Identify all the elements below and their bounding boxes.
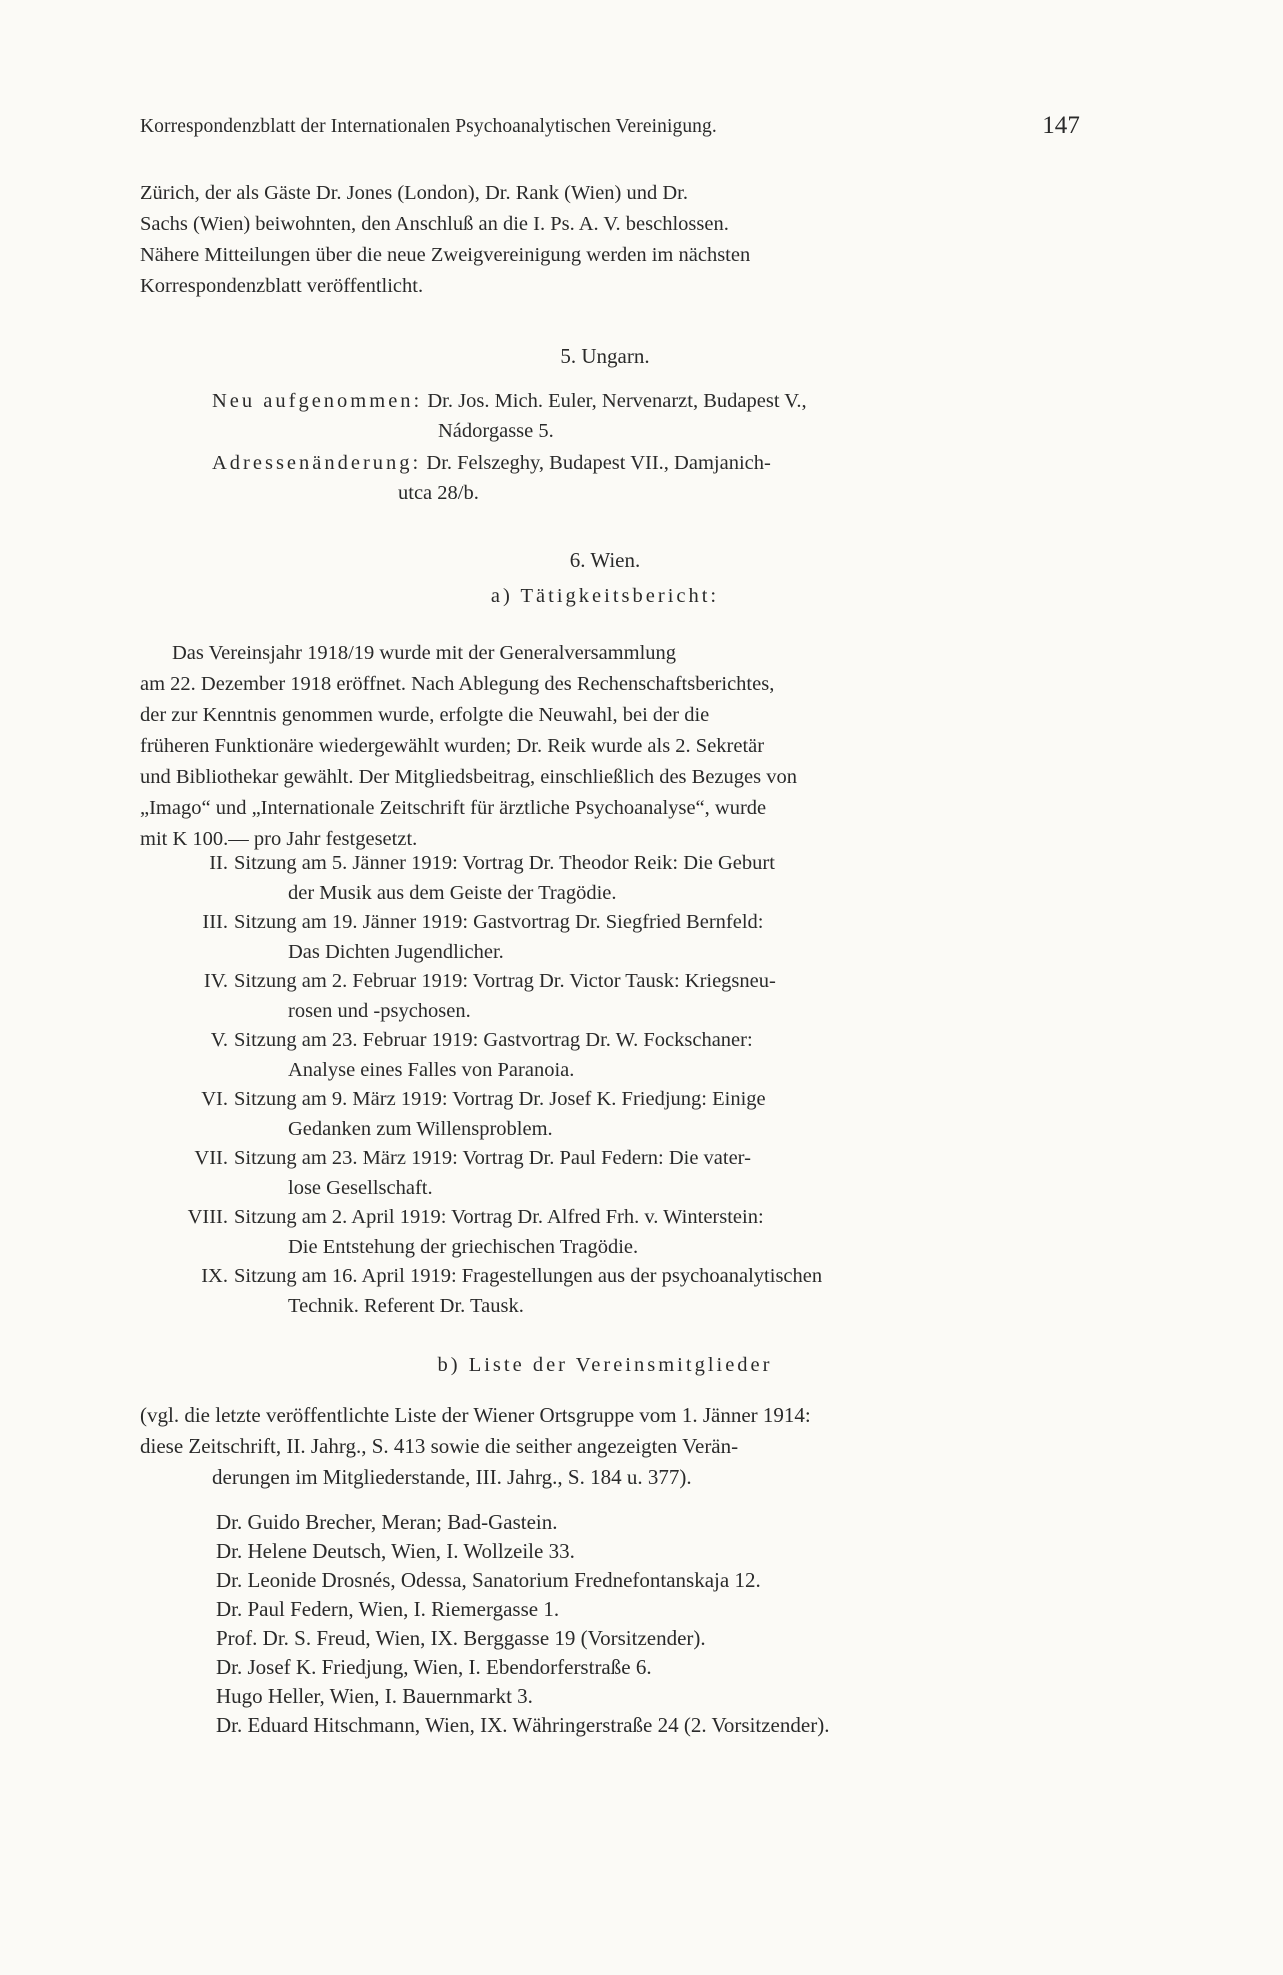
session-entry [140, 907, 1070, 967]
list-item: Hugo Heller, Wien, I. Bauernmarkt 3. [216, 1684, 533, 1708]
activity-report [172, 638, 1070, 669]
intro-paragraph [140, 178, 1070, 302]
note-line: diese Zeitschrift, II. Jahrg., S. 413 sowie die seither angezeigten Verän- [140, 1434, 739, 1458]
session-text: Sitzung am 5. Jänner 1919: Vortrag Dr. Theodor Reik: Die Geburt [234, 852, 775, 874]
session-text: Sitzung am 23. März 1919: Vortrag Dr. Paul Federn: Die vater- [234, 1147, 751, 1169]
session-entry [140, 1202, 1070, 1262]
member-list-note [140, 1400, 1070, 1493]
intro-line-2: Sachs (Wien) beiwohnten, den Anschluß an die I. Ps. A. V. beschlossen. [140, 213, 729, 235]
session-text-cont: Analyse eines Falles von Paranoia. [288, 1059, 575, 1081]
session-text-cont: der Musik aus dem Geiste der Tragödie. [288, 882, 617, 904]
session-number: IX. [201, 1265, 228, 1287]
session-number: V. [210, 1029, 228, 1051]
session-entry [140, 1025, 1070, 1085]
page-number: 147 [1042, 112, 1080, 139]
activity-report-cont [140, 669, 1070, 855]
session-number: VIII. [187, 1206, 228, 1228]
address-change-label: Adressenänderung: [212, 452, 422, 474]
address-change-entry [212, 448, 771, 508]
session-text: Sitzung am 23. Februar 1919: Gastvortrag Dr. W. Fockschaner: [234, 1029, 753, 1051]
session-text: Sitzung am 9. März 1919: Vortrag Dr. Josef K. Friedjung: Einige [234, 1088, 766, 1110]
list-item: Dr. Eduard Hitschmann, Wien, IX. Währingerstraße 24 (2. Vorsitzender). [216, 1713, 830, 1737]
running-header [140, 112, 1080, 139]
session-text-cont: Die Entstehung der griechischen Tragödie. [288, 1236, 639, 1258]
intro-line-1: Zürich, der als Gäste Dr. Jones (London), Dr. Rank (Wien) und Dr. [140, 182, 688, 204]
session-number: II. [209, 852, 228, 874]
session-text: Sitzung am 16. April 1919: Fragestellungen aus der psychoanalytischen [234, 1265, 823, 1287]
note-line: derungen im Mitgliederstande, III. Jahrg., S. 184 u. 377). [212, 1465, 692, 1489]
section-heading-ungarn: 5. Ungarn. [560, 344, 650, 368]
new-members-label: Neu aufgenommen: [212, 390, 423, 412]
session-text: Sitzung am 2. Februar 1919: Vortrag Dr. Victor Tausk: Kriegsneu- [234, 970, 776, 992]
session-entry [140, 966, 1070, 1026]
session-text: Sitzung am 19. Jänner 1919: Gastvortrag Dr. Siegfried Bernfeld: [234, 911, 764, 933]
session-number: VI. [201, 1088, 228, 1110]
session-text: Sitzung am 2. April 1919: Vortrag Dr. Alfred Frh. v. Winterstein: [234, 1206, 764, 1228]
list-item: Dr. Helene Deutsch, Wien, I. Wollzeile 33. [216, 1539, 575, 1563]
session-entry [140, 1143, 1070, 1203]
section-heading-wien: 6. Wien. [569, 548, 641, 572]
session-entry [140, 1261, 1070, 1321]
list-item: Dr. Leonide Drosnés, Odessa, Sanatorium Frednefontanskaja 12. [216, 1568, 761, 1592]
report-line: „Imago“ und „Internationale Zeitschrift für ärztliche Psychoanalyse“, wurde [140, 797, 767, 819]
session-text-cont: Technik. Referent Dr. Tausk. [288, 1295, 524, 1317]
session-text-cont: Gedanken zum Willensproblem. [288, 1118, 553, 1140]
new-members-text: Dr. Jos. Mich. Euler, Nervenarzt, Budapest V., [427, 390, 807, 412]
session-entry [140, 848, 1070, 908]
new-members-entry [212, 386, 807, 446]
list-item: Dr. Guido Brecher, Meran; Bad-Gastein. [216, 1510, 558, 1534]
subheading-activity-report: a) Tätigkeitsbericht: [490, 585, 720, 607]
address-change-text-2: utca 28/b. [398, 482, 479, 504]
report-line: mit K 100.— pro Jahr festgesetzt. [140, 828, 418, 850]
list-item: Dr. Josef K. Friedjung, Wien, I. Ebendorferstraße 6. [216, 1655, 652, 1679]
report-line: und Bibliothekar gewählt. Der Mitgliedsbeitrag, einschließlich des Bezuges von [140, 766, 797, 788]
report-line: früheren Funktionäre wiedergewählt wurden; Dr. Reik wurde als 2. Sekretär [140, 735, 765, 757]
report-line: Das Vereinsjahr 1918/19 wurde mit der Generalversammlung [172, 642, 677, 664]
member-list [216, 1508, 1076, 1740]
address-change-text: Dr. Felszeghy, Budapest VII., Damjanich- [426, 452, 771, 474]
report-line: am 22. Dezember 1918 eröffnet. Nach Ablegung des Rechenschaftsberichtes, [140, 673, 775, 695]
session-entry [140, 1084, 1070, 1144]
session-text-cont: Das Dichten Jugendlicher. [288, 941, 504, 963]
intro-line-3: Nähere Mitteilungen über die neue Zweigvereinigung werden im nächsten [140, 244, 751, 266]
list-item: Dr. Paul Federn, Wien, I. Riemergasse 1. [216, 1597, 560, 1621]
session-number: IV. [203, 970, 228, 992]
intro-line-4: Korrespondenzblatt veröffentlicht. [140, 275, 424, 297]
new-members-text-2: Nádorgasse 5. [438, 420, 554, 442]
session-text-cont: rosen und -psychosen. [288, 1000, 471, 1022]
session-number: III. [202, 911, 228, 933]
list-item: Prof. Dr. S. Freud, Wien, IX. Berggasse 19 (Vorsitzender). [216, 1626, 706, 1650]
session-text-cont: lose Gesellschaft. [288, 1177, 433, 1199]
subheading-member-list: b) Liste der Vereinsmitglieder [437, 1354, 773, 1376]
report-line: der zur Kenntnis genommen wurde, erfolgte die Neuwahl, bei der die [140, 704, 710, 726]
running-title: Korrespondenzblatt der Internationalen Psychoanalytischen Vereinigung. [140, 116, 717, 137]
note-line: (vgl. die letzte veröffentlichte Liste der Wiener Ortsgruppe vom 1. Jänner 1914: [140, 1403, 811, 1427]
session-number: VII. [194, 1147, 228, 1169]
